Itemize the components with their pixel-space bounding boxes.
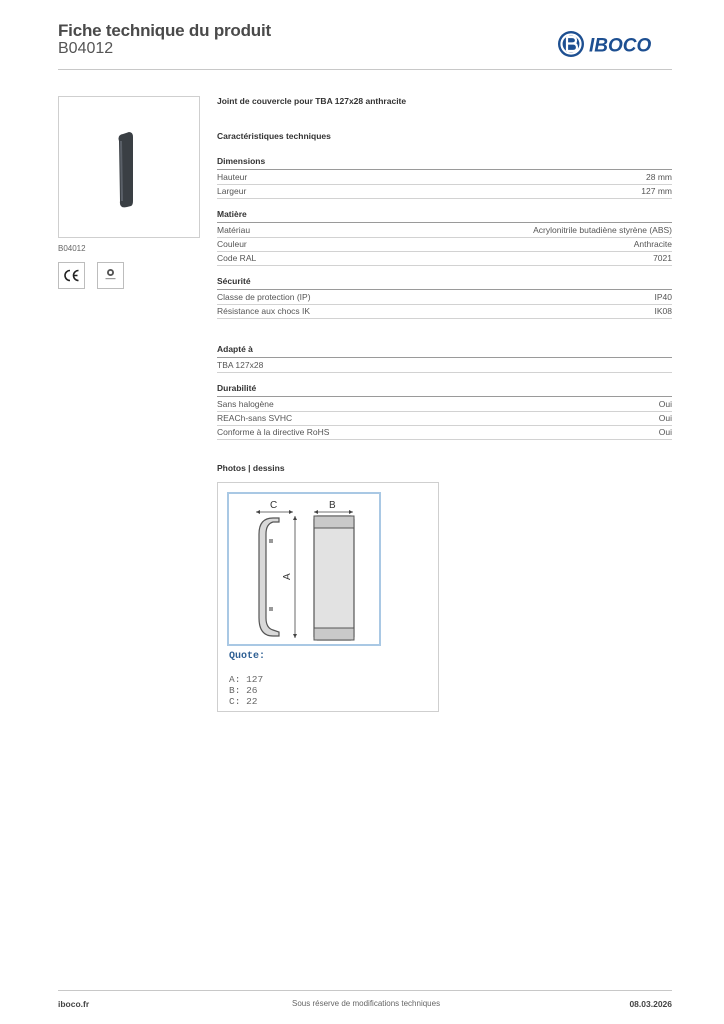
spec-row xyxy=(217,411,672,426)
spec-row xyxy=(217,358,672,373)
spec-label: Matériau xyxy=(217,225,251,235)
section-title-material: Matière xyxy=(217,209,672,223)
spec-row xyxy=(217,304,672,319)
product-name: Joint de couvercle pour TBA 127x28 anthracite xyxy=(217,96,407,106)
product-code-caption: B04012 xyxy=(58,244,86,253)
spec-label: Couleur xyxy=(217,239,247,249)
section-title-compatible: Adapté à xyxy=(217,344,672,358)
photos-title: Photos | dessins xyxy=(217,463,285,473)
spec-row xyxy=(217,290,672,305)
section-title-durability: Durabilité xyxy=(217,383,672,397)
spec-row xyxy=(217,184,672,199)
certification-mark-icon xyxy=(97,262,124,289)
spec-label: Classe de protection (IP) xyxy=(217,292,311,302)
quote-label: Quote: xyxy=(229,651,266,662)
spec-value: 28 mm xyxy=(646,172,672,182)
logo-text: IBOCO xyxy=(589,35,652,57)
ce-mark-icon xyxy=(58,262,85,289)
spec-label: Résistance aux chocs IK xyxy=(217,306,311,316)
spec-row xyxy=(217,223,672,238)
footer-divider xyxy=(58,990,672,991)
technical-specs-title: Caractéristiques techniques xyxy=(217,131,331,141)
spec-label: Hauteur xyxy=(217,172,248,182)
quote-value: A: 127 xyxy=(229,674,264,685)
iboco-logo xyxy=(556,28,674,60)
spec-label: REACh-sans SVHC xyxy=(217,413,293,423)
spec-label: Largeur xyxy=(217,186,247,196)
spec-value: IK08 xyxy=(654,306,672,316)
technical-drawing xyxy=(227,492,381,646)
spec-value: Oui xyxy=(658,427,672,437)
spec-row xyxy=(217,237,672,252)
spec-value: Acrylonitrile butadiène styrène (ABS) xyxy=(533,225,672,235)
header-divider xyxy=(58,69,672,70)
spec-value: Oui xyxy=(658,413,672,423)
spec-value: Anthracite xyxy=(633,239,672,249)
footer-website[interactable]: iboco.fr xyxy=(58,999,90,1009)
spec-value: IP40 xyxy=(654,292,672,302)
spec-value: 7021 xyxy=(653,253,672,263)
document-product-code: B04012 xyxy=(58,40,114,57)
section-title-security: Sécurité xyxy=(217,276,672,290)
quote-value: C: 22 xyxy=(229,696,258,707)
spec-label: TBA 127x28 xyxy=(217,360,264,370)
spec-label: Conforme à la directive RoHS xyxy=(217,427,330,437)
dim-label-c: C xyxy=(270,500,278,511)
spec-row xyxy=(217,170,672,185)
spec-row xyxy=(217,251,672,266)
section-title-dimensions: Dimensions xyxy=(217,156,672,170)
product-image xyxy=(58,96,200,238)
spec-row xyxy=(217,425,672,440)
spec-value: 127 mm xyxy=(641,186,672,196)
dim-label-a: A xyxy=(282,573,293,580)
spec-label: Code RAL xyxy=(217,253,257,263)
quote-value: B: 26 xyxy=(229,685,258,696)
footer-disclaimer: Sous réserve de modifications techniques xyxy=(292,999,441,1008)
dim-label-b: B xyxy=(329,500,336,511)
document-title: Fiche technique du produit xyxy=(58,21,271,40)
footer-date: 08.03.2026 xyxy=(629,999,672,1009)
product-photo-shape xyxy=(59,97,199,237)
spec-value: Oui xyxy=(658,399,672,409)
spec-row xyxy=(217,397,672,412)
spec-label: Sans halogène xyxy=(217,399,274,409)
